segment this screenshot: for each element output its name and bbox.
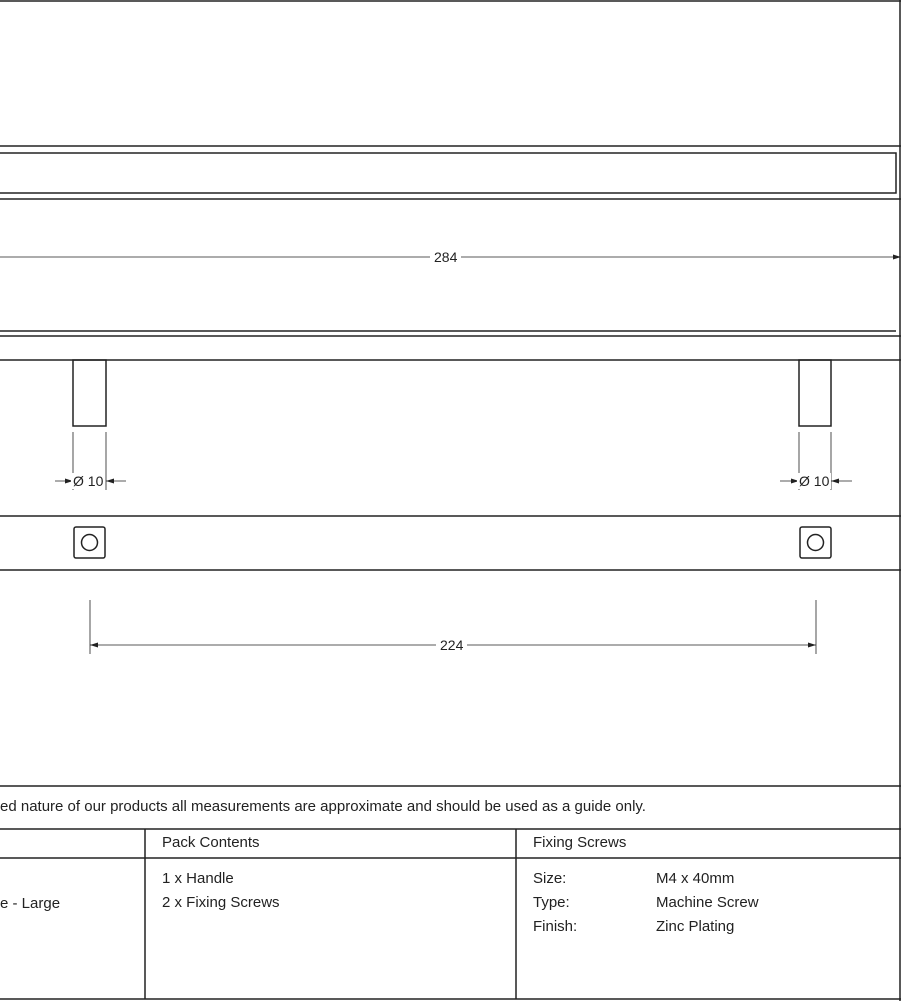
left-dia-arrowhead-r <box>106 479 114 484</box>
right-fixing-boss <box>800 527 831 558</box>
spec-value: Machine Screw <box>656 894 759 911</box>
right-leg <box>799 360 831 426</box>
pack-item: 2 x Fixing Screws <box>162 894 280 911</box>
pack-contents-header: Pack Contents <box>162 834 260 851</box>
right-fixing-hole <box>808 535 824 551</box>
dim-left-diameter-label: Ø 10 <box>73 473 104 489</box>
dim-right-diameter-label: Ø 10 <box>799 473 830 489</box>
left-fixing-hole <box>82 535 98 551</box>
disclaimer-text: ed nature of our products all measurements are approximate and should be used as a guide only. <box>0 798 646 815</box>
spec-value: M4 x 40mm <box>656 870 735 887</box>
spec-key: Type: <box>533 894 570 911</box>
right-dia-arrowhead-r <box>831 479 839 484</box>
spec-value: Zinc Plating <box>656 918 735 935</box>
dim-224-label: 224 <box>436 637 467 653</box>
handle-bar-top-view <box>0 153 896 193</box>
fixing-screws-header: Fixing Screws <box>533 834 627 851</box>
dim-284-label: 284 <box>430 249 461 265</box>
pack-item: 1 x Handle <box>162 870 234 887</box>
dim-224-arrowhead-r <box>808 643 816 648</box>
left-fixing-boss <box>74 527 105 558</box>
left-leg <box>73 360 106 426</box>
spec-key: Size: <box>533 870 567 887</box>
product-name-cell: e - Large <box>0 895 61 912</box>
spec-key: Finish: <box>533 918 578 935</box>
dim-224-arrowhead-l <box>90 643 98 648</box>
